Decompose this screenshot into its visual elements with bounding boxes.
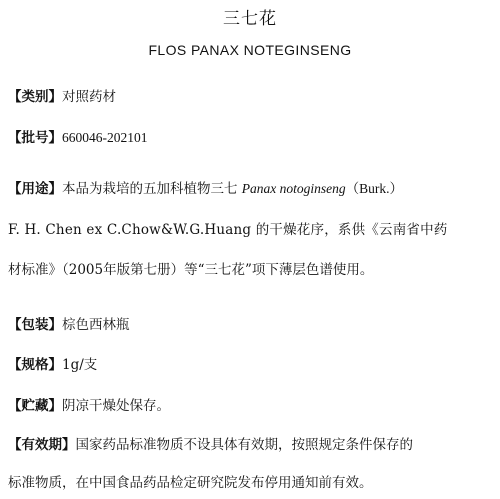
validity-label: 【有效期】: [8, 437, 76, 453]
validity-row: [8, 436, 494, 454]
usage-line-2: F. H. Chen ex C.Chow&W.G.Huang 的干燥花序，系供《云南省中药: [8, 222, 448, 238]
usage-text-part1: 本品为栽培的五加科植物三七: [62, 181, 238, 197]
usage-text-part2: （Burk.）: [345, 181, 404, 196]
spec-row: [8, 356, 494, 374]
category-label: 【类别】: [8, 89, 62, 105]
storage-value: 阴凉干燥处保存。: [62, 398, 170, 414]
storage-row: [8, 397, 494, 415]
packaging-row: [8, 316, 494, 334]
packaging-value: 棕色西林瓶: [62, 317, 130, 333]
validity-line-2: 标准物质，在中国食品药品检定研究院发布停用通知前有效。: [8, 475, 373, 491]
category-value: 对照药材: [62, 89, 116, 105]
batch-value: 660046-202101: [62, 130, 148, 145]
usage-row: [8, 180, 494, 198]
usage-latin-name: Panax notoginseng: [241, 181, 346, 196]
document-title: 三七花: [223, 9, 277, 29]
packaging-label: 【包装】: [8, 317, 62, 333]
category-row: [8, 88, 494, 106]
batch-label: 【批号】: [8, 130, 62, 146]
usage-label: 【用途】: [8, 181, 62, 197]
batch-row: [8, 129, 494, 147]
spec-label: 【规格】: [8, 357, 62, 373]
spec-value: 1g/支: [62, 357, 98, 373]
latin-title: FLOS PANAX NOTEGINSENG: [148, 42, 352, 58]
validity-line-1: 国家药品标准物质不设具体有效期，按照规定条件保存的: [75, 437, 413, 453]
storage-label: 【贮藏】: [8, 398, 62, 414]
usage-line-3: 材标准》（2005年版第七册）等“三七花”项下薄层色谱使用。: [8, 262, 374, 278]
